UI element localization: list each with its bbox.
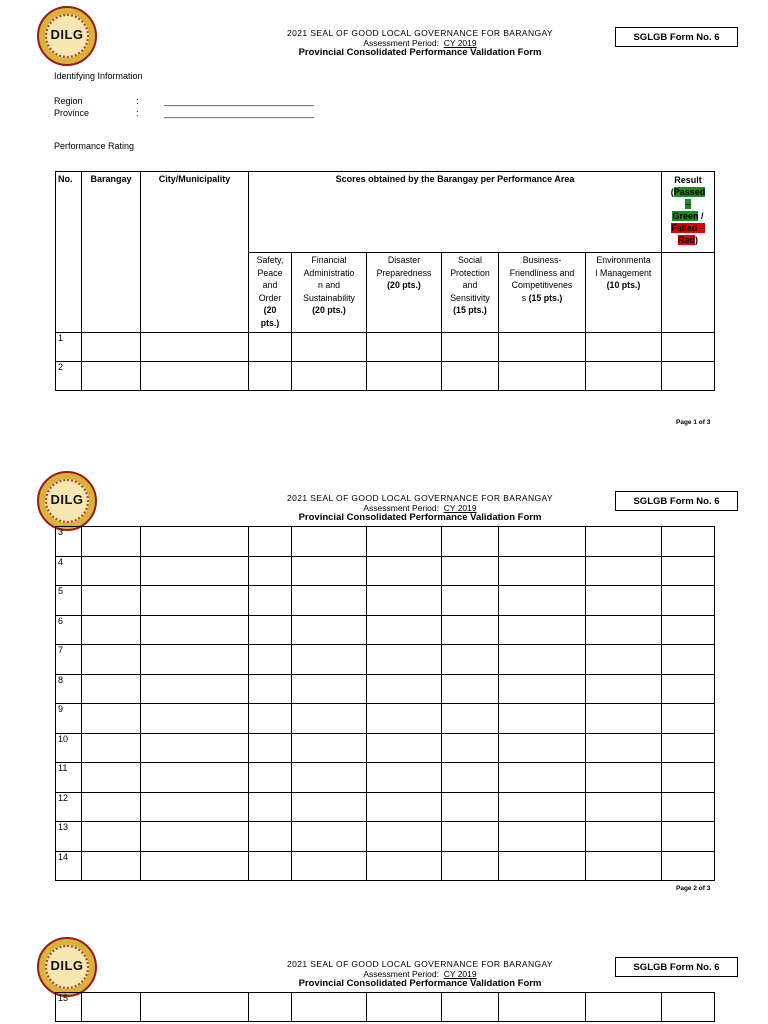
table-cell[interactable] — [586, 645, 662, 675]
table-cell[interactable] — [442, 993, 499, 1022]
row-number: 6 — [56, 615, 82, 645]
table-cell[interactable] — [586, 615, 662, 645]
assessment-value: CY 2019 — [443, 503, 477, 513]
table-cell[interactable] — [82, 645, 141, 675]
area-business-friendliness: Business- Friendliness and Competitivenes s (15 pts.) — [499, 253, 586, 333]
table-cell[interactable] — [586, 792, 662, 822]
table-cell[interactable] — [586, 822, 662, 852]
table-cell[interactable] — [499, 674, 586, 704]
header-title-line1: 2021 SEAL OF GOOD LOCAL GOVERNANCE FOR BARANGAY — [287, 959, 553, 969]
table-cell[interactable] — [141, 615, 249, 645]
table-cell[interactable] — [662, 333, 715, 362]
table-row — [56, 993, 715, 1022]
table-cell[interactable] — [249, 556, 292, 586]
table-cell[interactable] — [499, 763, 586, 793]
row-number: 8 — [56, 674, 82, 704]
table-cell[interactable] — [499, 851, 586, 881]
table-cell[interactable] — [367, 527, 442, 557]
table-cell[interactable] — [499, 527, 586, 557]
table-row — [56, 586, 715, 616]
table-cell[interactable] — [499, 704, 586, 734]
table-cell[interactable] — [499, 822, 586, 852]
table-cell[interactable] — [586, 763, 662, 793]
table-cell[interactable] — [292, 586, 367, 616]
logo-text: DILG — [50, 958, 84, 973]
table-row — [56, 763, 715, 793]
table-cell[interactable] — [499, 645, 586, 675]
performance-table-page3 — [55, 992, 715, 1022]
table-cell[interactable] — [662, 615, 715, 645]
area-social-protection: Social Protection and Sensitivity (15 pts.) — [442, 253, 499, 333]
form-number-box: SGLGB Form No. 6 — [615, 957, 738, 977]
logo-text: DILG — [50, 492, 84, 507]
table-cell[interactable] — [662, 822, 715, 852]
table-cell[interactable] — [586, 333, 662, 362]
table-cell[interactable] — [292, 851, 367, 881]
table-cell[interactable] — [442, 362, 499, 391]
table-cell[interactable] — [292, 763, 367, 793]
table-cell[interactable] — [367, 822, 442, 852]
table-cell[interactable] — [442, 615, 499, 645]
table-cell[interactable] — [141, 733, 249, 763]
table-cell[interactable] — [367, 993, 442, 1022]
table-cell[interactable] — [292, 993, 367, 1022]
table-cell[interactable] — [442, 527, 499, 557]
table-cell[interactable] — [82, 333, 141, 362]
table-row — [56, 851, 715, 881]
table-cell[interactable] — [367, 645, 442, 675]
table-cell[interactable] — [499, 993, 586, 1022]
table-cell[interactable] — [442, 822, 499, 852]
assessment-value: CY 2019 — [443, 969, 477, 979]
table-cell[interactable] — [141, 527, 249, 557]
table-cell[interactable] — [292, 822, 367, 852]
table-cell[interactable] — [82, 733, 141, 763]
table-cell[interactable] — [249, 362, 292, 391]
table-cell[interactable] — [292, 556, 367, 586]
failed-red: Failed – — [671, 223, 705, 233]
table-cell[interactable] — [586, 556, 662, 586]
row-number: 4 — [56, 556, 82, 586]
assessment-label: Assessment Period: — [363, 503, 439, 513]
table-cell[interactable] — [367, 586, 442, 616]
table-cell[interactable] — [141, 556, 249, 586]
table-cell[interactable] — [586, 527, 662, 557]
table-cell[interactable] — [141, 362, 249, 391]
table-cell[interactable] — [442, 851, 499, 881]
row-number: 14 — [56, 851, 82, 881]
table-cell[interactable] — [249, 822, 292, 852]
table-cell[interactable] — [662, 733, 715, 763]
dilg-logo — [37, 6, 97, 66]
table-cell[interactable] — [141, 645, 249, 675]
table-cell[interactable] — [367, 333, 442, 362]
table-cell[interactable] — [586, 733, 662, 763]
table-cell[interactable] — [367, 792, 442, 822]
table-cell[interactable] — [82, 993, 141, 1022]
red-label: Red — [677, 235, 695, 245]
table-cell[interactable] — [292, 615, 367, 645]
table-cell[interactable] — [586, 586, 662, 616]
table-cell[interactable] — [499, 615, 586, 645]
table-cell[interactable] — [442, 556, 499, 586]
table-cell[interactable] — [662, 704, 715, 734]
table-cell[interactable] — [499, 556, 586, 586]
table-row — [56, 674, 715, 704]
table-cell[interactable] — [82, 674, 141, 704]
table-cell[interactable] — [141, 586, 249, 616]
col-header-scores: Scores obtained by the Barangay per Performance Area — [249, 172, 662, 253]
result-subheader-empty — [662, 253, 715, 333]
table-cell[interactable] — [292, 704, 367, 734]
table-cell[interactable] — [249, 333, 292, 362]
table-cell[interactable] — [292, 792, 367, 822]
form-header — [200, 493, 640, 523]
row-number: 15 — [56, 993, 82, 1022]
table-cell[interactable] — [442, 586, 499, 616]
table-cell[interactable] — [442, 704, 499, 734]
table-row — [56, 792, 715, 822]
table-cell[interactable] — [82, 615, 141, 645]
table-cell[interactable] — [367, 733, 442, 763]
page-number-2: Page 2 of 3 — [676, 885, 711, 892]
row-number: 3 — [56, 527, 82, 557]
table-cell[interactable] — [442, 333, 499, 362]
table-cell[interactable] — [249, 763, 292, 793]
table-cell[interactable] — [292, 527, 367, 557]
table-cell[interactable] — [586, 704, 662, 734]
row-number: 10 — [56, 733, 82, 763]
row-number: 9 — [56, 704, 82, 734]
col-header-result: Result (Passed – Green / Failed – Red) — [662, 172, 715, 253]
table-cell[interactable] — [249, 993, 292, 1022]
table-cell[interactable] — [367, 615, 442, 645]
form-number-box: SGLGB Form No. 6 — [615, 491, 738, 511]
area-disaster-preparedness: Disaster Preparedness (20 pts.) — [367, 253, 442, 333]
table-cell[interactable] — [586, 851, 662, 881]
table-row — [56, 556, 715, 586]
table-cell[interactable] — [249, 733, 292, 763]
table-cell[interactable] — [367, 704, 442, 734]
col-header-no: No. — [56, 172, 82, 333]
table-cell[interactable] — [586, 993, 662, 1022]
table-cell[interactable] — [249, 851, 292, 881]
logo-text: DILG — [50, 27, 84, 42]
table-cell[interactable] — [141, 993, 249, 1022]
identifying-info-heading: Identifying Information — [54, 71, 143, 81]
row-number: 7 — [56, 645, 82, 675]
region-colon: : — [136, 96, 139, 106]
table-cell[interactable] — [141, 763, 249, 793]
assessment-label: Assessment Period: — [363, 38, 439, 48]
table-cell[interactable] — [662, 527, 715, 557]
table-row — [56, 645, 715, 675]
table-cell[interactable] — [442, 733, 499, 763]
col-header-city: City/Municipality — [141, 172, 249, 333]
table-cell[interactable] — [662, 586, 715, 616]
table-cell[interactable] — [82, 704, 141, 734]
table-cell[interactable] — [249, 704, 292, 734]
table-row — [56, 615, 715, 645]
table-cell[interactable] — [442, 792, 499, 822]
table-row — [56, 733, 715, 763]
table-cell[interactable] — [662, 362, 715, 391]
passed-green: Passed — [673, 187, 706, 197]
table-cell[interactable] — [249, 792, 292, 822]
region-field[interactable]: ______________________________ — [164, 96, 315, 106]
dilg-logo — [37, 471, 97, 531]
header-title-line3: Provincial Consolidated Performance Validation Form — [298, 47, 542, 58]
table-cell[interactable] — [82, 851, 141, 881]
page-number-1: Page 1 of 3 — [676, 419, 711, 426]
table-cell[interactable] — [586, 362, 662, 391]
table-cell[interactable] — [82, 556, 141, 586]
table-cell[interactable] — [82, 792, 141, 822]
table-cell[interactable] — [499, 333, 586, 362]
table-cell[interactable] — [141, 704, 249, 734]
performance-table-page2 — [55, 526, 715, 881]
table-row — [56, 333, 715, 362]
table-cell[interactable] — [249, 527, 292, 557]
table-cell[interactable] — [249, 674, 292, 704]
table-cell[interactable] — [662, 993, 715, 1022]
form-header — [200, 28, 640, 58]
table-cell[interactable] — [662, 674, 715, 704]
table-cell[interactable] — [249, 615, 292, 645]
table-cell[interactable] — [662, 556, 715, 586]
form-number-box: SGLGB Form No. 6 — [615, 27, 738, 47]
table-cell[interactable] — [249, 586, 292, 616]
passed-dash: – — [685, 199, 691, 209]
area-safety-peace-order: Safety, Peace and Order (20 pts.) — [249, 253, 292, 333]
province-label: Province — [54, 108, 90, 118]
table-cell[interactable] — [82, 362, 141, 391]
form-header — [200, 959, 640, 989]
header-title-line3: Provincial Consolidated Performance Validation Form — [298, 978, 542, 989]
table-cell[interactable] — [662, 763, 715, 793]
table-cell[interactable] — [141, 792, 249, 822]
assessment-value: CY 2019 — [443, 38, 477, 48]
table-cell[interactable] — [662, 792, 715, 822]
table-cell[interactable] — [367, 362, 442, 391]
province-field[interactable]: ______________________________ — [164, 108, 315, 118]
table-cell[interactable] — [141, 851, 249, 881]
table-cell[interactable] — [292, 733, 367, 763]
table-cell[interactable] — [367, 674, 442, 704]
row-number: 11 — [56, 763, 82, 793]
performance-table-page1 — [55, 171, 715, 391]
table-cell[interactable] — [292, 362, 367, 391]
table-cell[interactable] — [442, 645, 499, 675]
performance-rating-heading: Performance Rating — [54, 141, 135, 151]
header-title-line1: 2021 SEAL OF GOOD LOCAL GOVERNANCE FOR BARANGAY — [287, 28, 553, 38]
table-cell[interactable] — [141, 674, 249, 704]
table-cell[interactable] — [292, 674, 367, 704]
table-cell[interactable] — [586, 674, 662, 704]
table-cell[interactable] — [82, 763, 141, 793]
table-row — [56, 704, 715, 734]
table-cell[interactable] — [662, 645, 715, 675]
table-cell[interactable] — [367, 556, 442, 586]
col-header-barangay: Barangay — [82, 172, 141, 333]
area-environmental-management: Environmenta l Management (10 pts.) — [586, 253, 662, 333]
table-cell[interactable] — [249, 645, 292, 675]
row-number: 1 — [56, 333, 82, 362]
table-cell[interactable] — [499, 362, 586, 391]
table-row — [56, 822, 715, 852]
dilg-logo — [37, 937, 97, 997]
table-cell[interactable] — [662, 851, 715, 881]
area-financial-administration: Financial Administratio n and Sustainability (20 pts.) — [292, 253, 367, 333]
table-cell[interactable] — [82, 822, 141, 852]
region-label: Region — [54, 96, 83, 106]
result-label: Result — [674, 175, 702, 185]
table-cell[interactable] — [367, 763, 442, 793]
table-cell[interactable] — [82, 586, 141, 616]
row-number: 2 — [56, 362, 82, 391]
table-cell[interactable] — [442, 763, 499, 793]
row-number: 5 — [56, 586, 82, 616]
table-cell[interactable] — [442, 674, 499, 704]
province-colon: : — [136, 108, 139, 118]
header-title-line1: 2021 SEAL OF GOOD LOCAL GOVERNANCE FOR BARANGAY — [287, 493, 553, 503]
table-cell[interactable] — [141, 822, 249, 852]
row-number: 12 — [56, 792, 82, 822]
table-row — [56, 527, 715, 557]
table-cell[interactable] — [367, 851, 442, 881]
table-cell[interactable] — [82, 527, 141, 557]
table-cell[interactable] — [292, 645, 367, 675]
table-cell[interactable] — [292, 333, 367, 362]
assessment-label: Assessment Period: — [363, 969, 439, 979]
table-cell[interactable] — [499, 586, 586, 616]
table-cell[interactable] — [141, 333, 249, 362]
table-cell[interactable] — [499, 733, 586, 763]
table-row — [56, 362, 715, 391]
row-number: 13 — [56, 822, 82, 852]
header-title-line3: Provincial Consolidated Performance Validation Form — [298, 512, 542, 523]
green-label: Green — [672, 211, 699, 221]
table-cell[interactable] — [499, 792, 586, 822]
